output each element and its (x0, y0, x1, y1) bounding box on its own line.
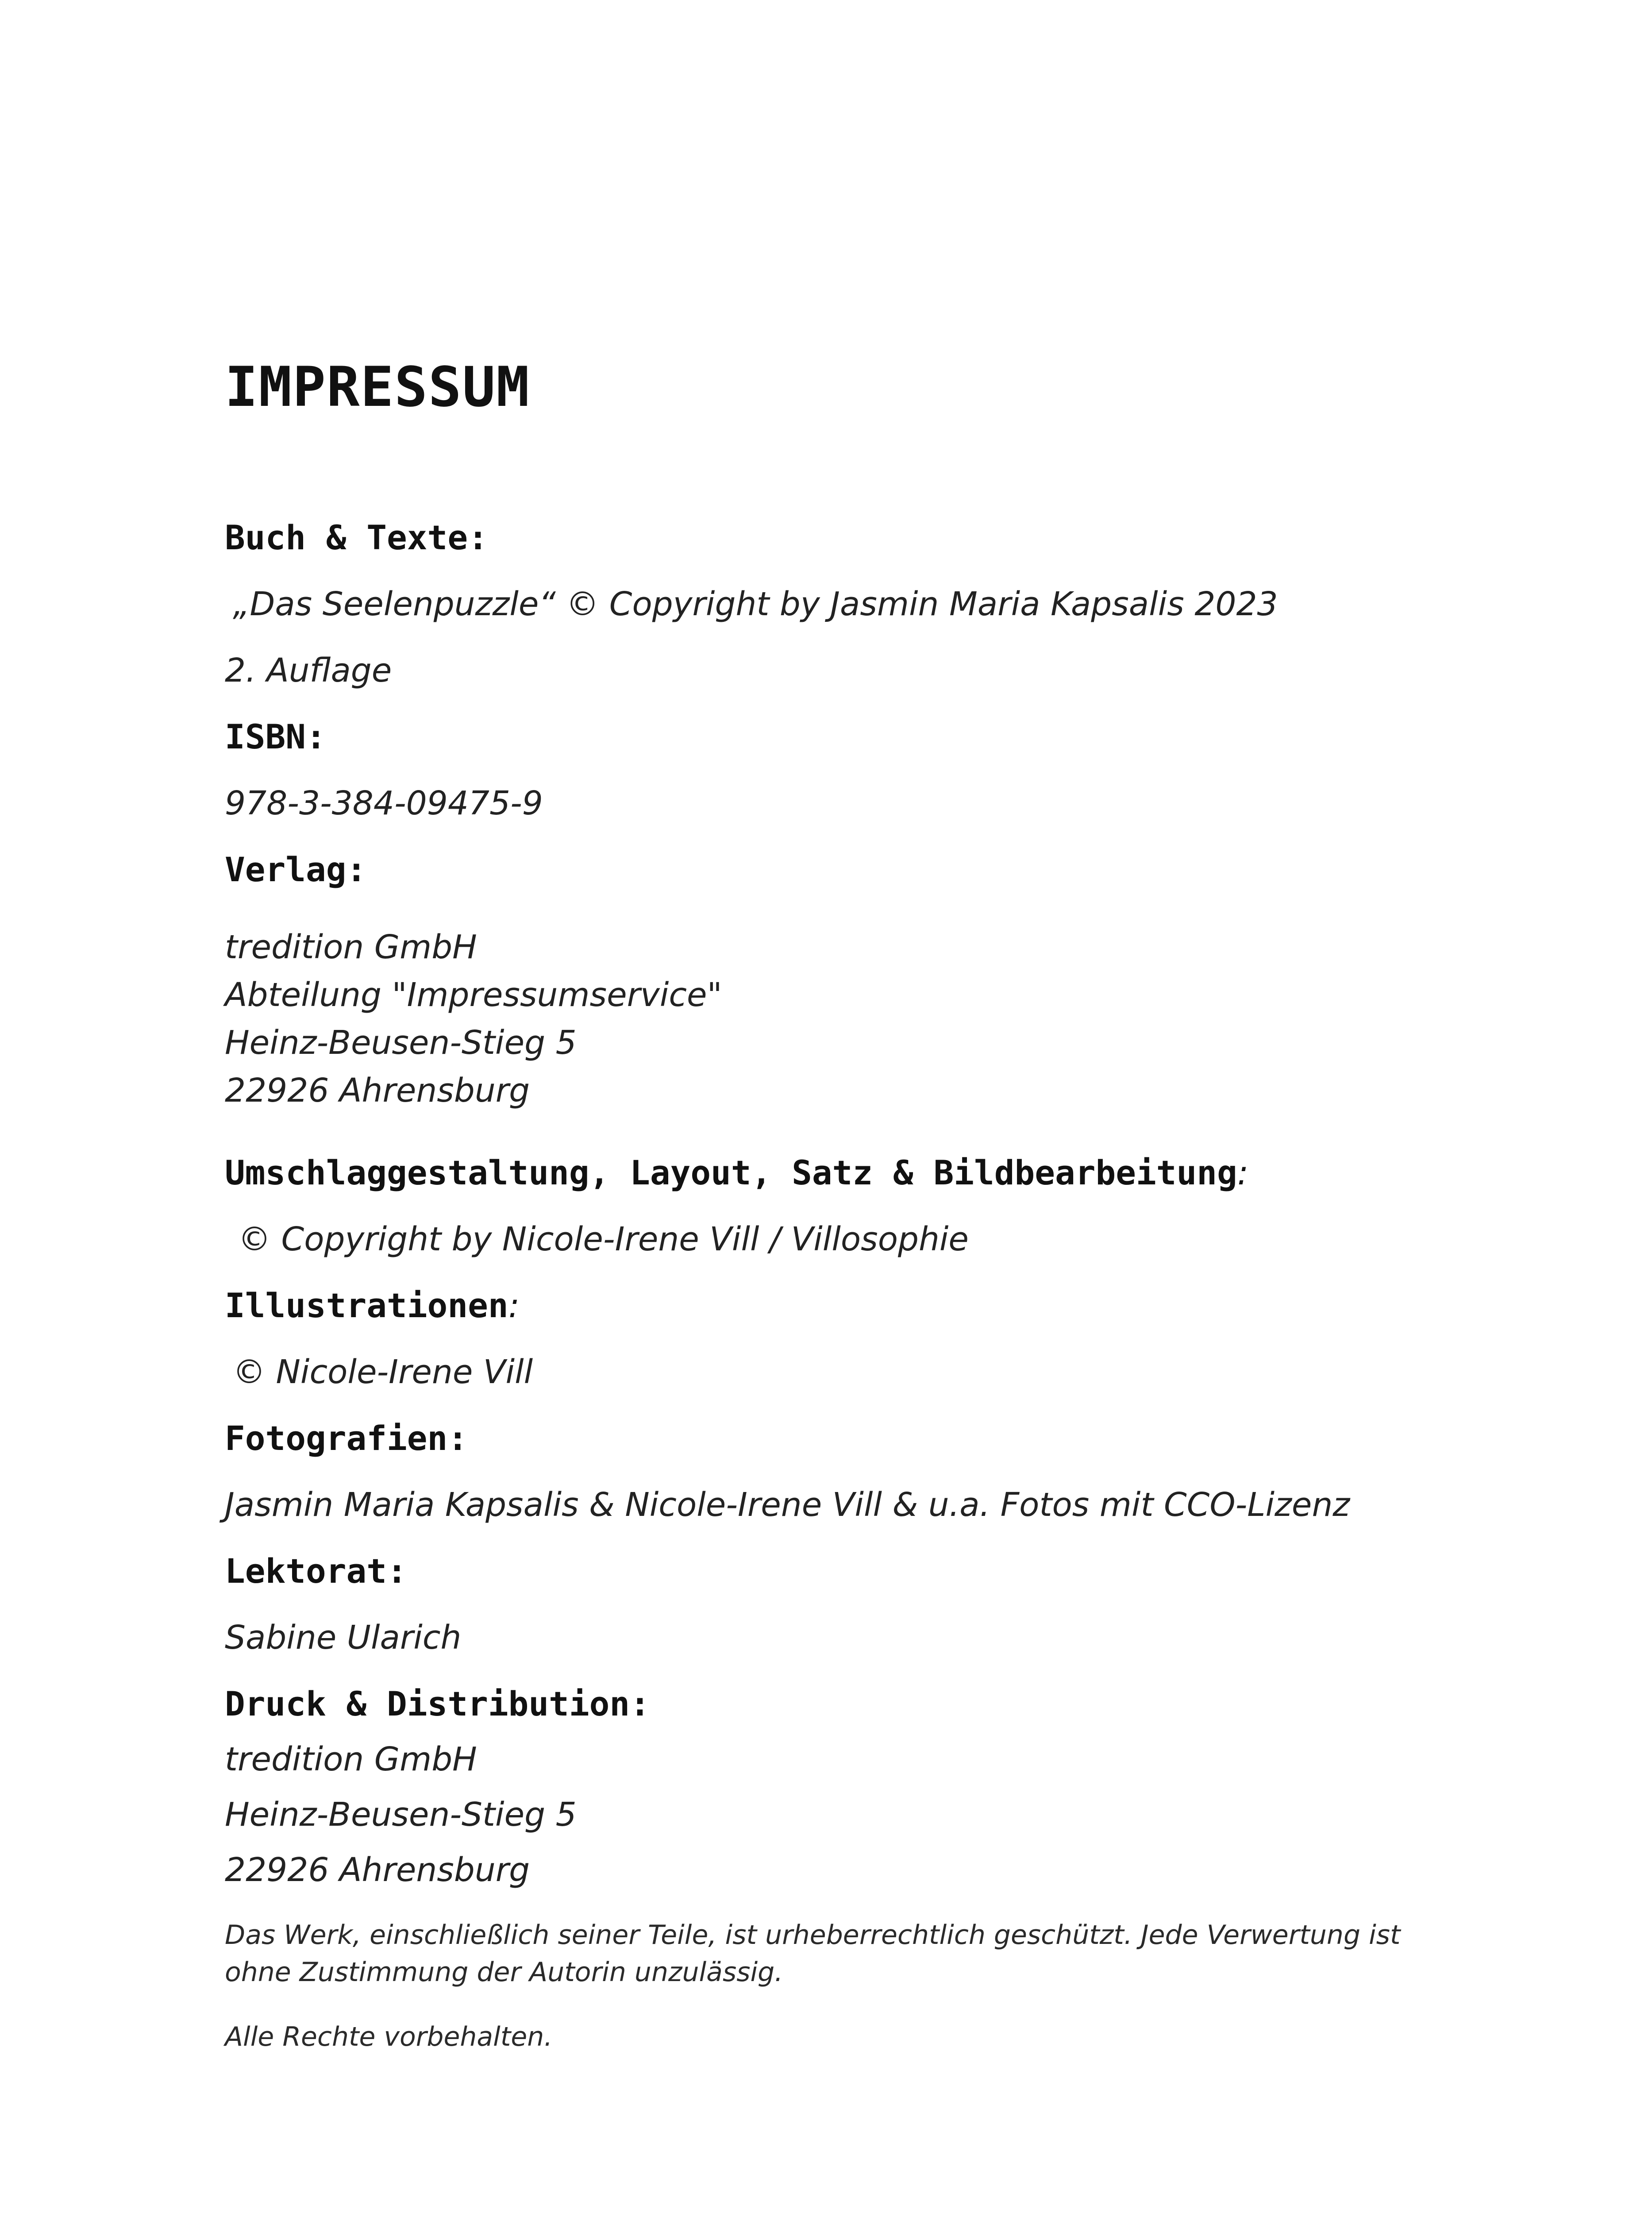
druck-line: tredition GmbH (225, 1740, 477, 1778)
verlag-line: Heinz-Beusen-Stieg 5 (225, 1024, 577, 1062)
verlag-label: Verlag: (225, 850, 367, 889)
isbn-label: ISBN: (225, 717, 326, 756)
umschlag-value: © Copyright by Nicole-Irene Vill / Villosophie (238, 1220, 969, 1258)
druck-line: Heinz-Beusen-Stieg 5 (225, 1796, 577, 1834)
illustrationen-label-colon: : (508, 1286, 520, 1325)
umschlag-label-text: Umschlaggestaltung, Layout, Satz & Bildbearbeitung (225, 1153, 1237, 1192)
illustrationen-label-text: Illustrationen (225, 1286, 508, 1325)
umschlag-label-colon: : (1237, 1153, 1249, 1192)
rights-reserved: Alle Rechte vorbehalten. (225, 2021, 553, 2052)
impressum-page (225, 0, 1464, 2213)
isbn-value: 978-3-384-09475-9 (225, 784, 543, 822)
lektorat-label: Lektorat: (225, 1551, 407, 1591)
verlag-line: 22926 Ahrensburg (225, 1072, 530, 1110)
fotografien-label: Fotografien: (225, 1419, 468, 1458)
illustrationen-label (225, 1281, 520, 1330)
page-title: IMPRESSUM (225, 355, 530, 419)
verlag-line: Abteilung "Impressumservice" (225, 976, 722, 1014)
umschlag-label (225, 1149, 1248, 1197)
buch-copyright: „Das Seelenpuzzle“ © Copyright by Jasmin Maria Kapsalis 2023 (233, 585, 1278, 623)
fotografien-value: Jasmin Maria Kapsalis & Nicole-Irene Vill & u.a. Fotos mit CCO-Lizenz (225, 1486, 1350, 1524)
lektorat-value: Sabine Ularich (225, 1619, 462, 1657)
edition: 2. Auflage (225, 652, 392, 690)
druck-label: Druck & Distribution: (225, 1684, 650, 1723)
verlag-line: tredition GmbH (225, 928, 477, 966)
buch-label: Buch & Texte: (225, 518, 488, 557)
copyright-notice: Das Werk, einschließlich seiner Teile, ist urheberrechtlich geschützt. Jede Verwertung ist ohne Zustimmung der Autorin unzulässig. (225, 1920, 1401, 1988)
illustrationen-value: © Nicole-Irene Vill (233, 1353, 533, 1391)
druck-line: 22926 Ahrensburg (225, 1851, 530, 1889)
